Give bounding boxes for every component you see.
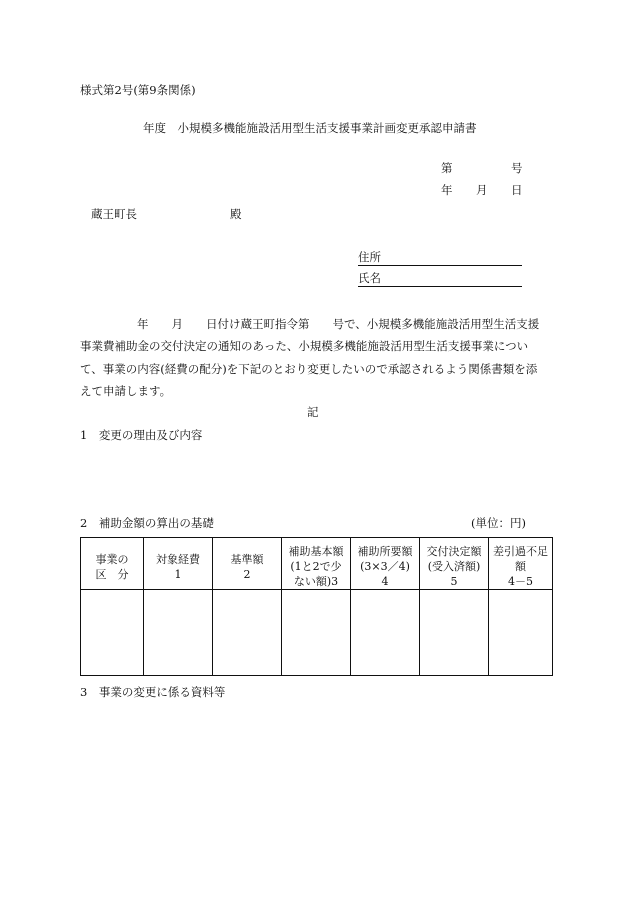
addressee-honorific: 殿 xyxy=(230,207,242,221)
body-line-4: えて申請します。 xyxy=(80,384,172,398)
ki-heading: 記 xyxy=(307,405,319,419)
body-line-1: 年 月 日付け蔵王町指令第 号で、小規模多機能施設活用型生活支援 xyxy=(137,317,540,331)
calculation-table xyxy=(80,537,553,676)
doc-number-prefix: 第 xyxy=(441,161,453,175)
date-year: 年 xyxy=(441,183,453,197)
table-cell[interactable] xyxy=(282,590,351,676)
table-row xyxy=(81,590,553,676)
date-month: 月 xyxy=(476,183,488,197)
body-line-2: 事業費補助金の交付決定の通知のあった、小規模多機能施設活用型生活支援事業につい xyxy=(80,339,529,353)
table-cell[interactable] xyxy=(420,590,489,676)
header-target-expense: 対象経費 1 xyxy=(144,538,213,590)
name-label: 氏名 xyxy=(358,270,522,287)
section-3-heading: 3 事業の変更に係る資料等 xyxy=(80,685,226,699)
document-title: 年度 小規模多機能施設活用型生活支援事業計画変更承認申請書 xyxy=(143,121,477,135)
table-cell[interactable] xyxy=(489,590,553,676)
section-2-heading: 2 補助金額の算出の基礎 xyxy=(80,516,214,530)
table-cell[interactable] xyxy=(81,590,144,676)
header-business-category: 事業の 区 分 xyxy=(81,538,144,590)
name-field xyxy=(358,270,522,287)
header-subsidy-base-amount: 補助基本額 (1と2で少 ない額)3 xyxy=(282,538,351,590)
table-cell[interactable] xyxy=(351,590,420,676)
address-label: 住所 xyxy=(358,249,522,266)
header-required-subsidy: 補助所要額 (3×3／4) 4 xyxy=(351,538,420,590)
header-standard-amount: 基準額 2 xyxy=(213,538,282,590)
table-cell[interactable] xyxy=(144,590,213,676)
header-balance-difference: 差引過不足 額 4－5 xyxy=(489,538,553,590)
addressee-name: 蔵王町長 xyxy=(91,207,137,221)
table-header-row xyxy=(81,538,553,590)
table-cell[interactable] xyxy=(213,590,282,676)
body-line-3: て、事業の内容(経費の配分)を下記のとおり変更したいので承認されるよう関係書類を添 xyxy=(80,362,538,376)
form-number: 様式第2号(第9条関係) xyxy=(80,83,196,97)
date-day: 日 xyxy=(511,183,523,197)
unit-label: (単位：円) xyxy=(471,516,526,530)
header-grant-decision-amount: 交付決定額 (受入済額) 5 xyxy=(420,538,489,590)
doc-number-suffix: 号 xyxy=(511,161,523,175)
address-field xyxy=(358,249,522,266)
section-1-heading: 1 変更の理由及び内容 xyxy=(80,428,203,442)
